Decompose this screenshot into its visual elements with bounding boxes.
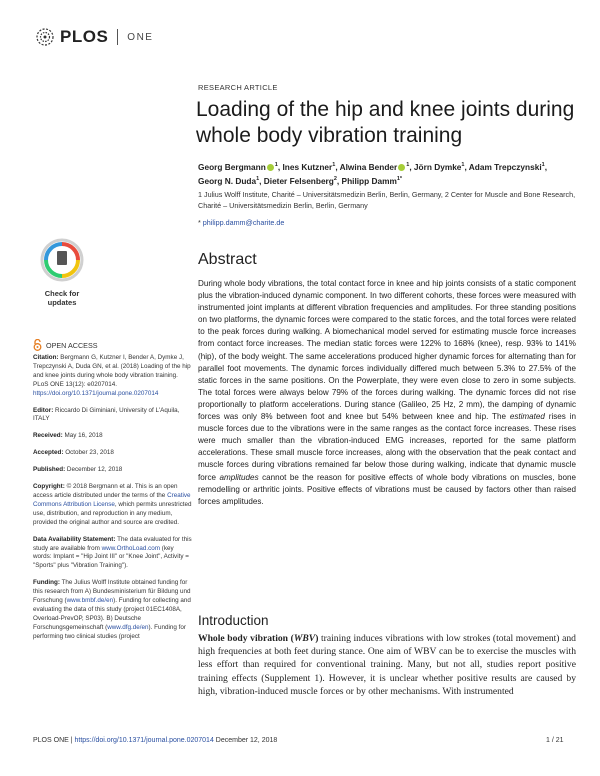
logo-text: PLOS	[60, 27, 109, 46]
introduction-heading: Introduction	[198, 613, 269, 628]
article-metadata-sidebar	[33, 354, 193, 650]
page-number: 1 / 21	[546, 737, 564, 744]
footer-doi-link[interactable]: https://doi.org/10.1371/journal.pone.0207014	[74, 737, 214, 744]
article-type: RESEARCH ARTICLE	[198, 83, 278, 92]
author-name[interactable]: Georg Bergmann	[198, 161, 266, 172]
corresponding-email[interactable]: * philipp.damm@charite.de	[198, 218, 285, 227]
check-for-updates-badge[interactable]	[32, 238, 92, 307]
check-updates-label: Check for updates	[44, 289, 80, 307]
author-name[interactable]: , Dieter Felsenberg	[259, 176, 334, 187]
journal-name: ONE	[127, 31, 154, 43]
open-access-badge: OPEN ACCESS	[33, 339, 98, 351]
author-name[interactable]: , Jörn Dymke	[409, 161, 462, 172]
open-lock-icon	[33, 339, 42, 351]
citation-doi-link[interactable]: https://doi.org/10.1371/journal.pone.0207014	[33, 389, 159, 397]
author-name[interactable]: , Adam Trepczynski	[464, 161, 542, 172]
author-name[interactable]: , Philipp Damm	[336, 176, 397, 187]
affiliations: 1 Julius Wolff Institute, Charité – Universitätsmedizin Berlin, Berlin, Germany, 2 Center for Muscle and Bone Research, Charité – Universitätsmedizin Berlin, Berlin, Germany	[198, 190, 576, 210]
bmbf-link[interactable]: www.bmbf.de/en	[66, 597, 114, 605]
citation-block: Citation: Bergmann G, Kutzner I, Bender A, Dymke J, Trepczynski A, Duda GN, et al. (2018) Loading of the hip and knee joints during whole body vibration training. PLoS ONE 13(12): e0207014. https://doi.org/10.1371/journal.pone.0207014	[33, 354, 191, 397]
author-list: Georg Bergmann $^1$, Ines Kutzner$^1$, Alwina Bender $^1$, Jörn Dymke$^1$, Adam Trepczynski$^1$, Georg N. Duda$^1$, Dieter Felsenberg$^2$, Philipp Damm$^{1*}$	[198, 161, 548, 187]
editor-block: Editor: Riccardo Di Giminiani, University of L'Aquila, ITALY	[33, 406, 180, 423]
orcid-icon[interactable]	[267, 164, 274, 171]
funding-block: Funding: The Julius Wolff Institute obtained funding for this research from A) Bundesministerium für Bildung und Forschung (www.bmbf.de/en). Funding for collecting and evaluating the data of this study (project 01EC1408A, Overload-PrevOP, SP03). B) Deutsche Forschungsgemeinschaft (www.dfg.de/en). Funding for performing two clinical studies (project	[33, 579, 191, 640]
copyright-block: Copyright: © 2018 Bergmann et al. This is an open access article distributed under the terms of the Creative Commons Attribution License, which permits unrestricted use, distribution, and reproduction in any medium, provided the original author and source are credited.	[33, 483, 192, 526]
author-name[interactable]: , Georg N. Duda	[198, 161, 548, 187]
author-name[interactable]: , Alwina Bender	[335, 161, 398, 172]
received-date: Received: May 16, 2018	[33, 432, 103, 440]
dfg-link[interactable]: www.dfg.de/en	[107, 623, 149, 631]
plos-one-logo	[34, 26, 153, 48]
published-date: Published: December 12, 2018	[33, 466, 123, 474]
check-updates-icon	[40, 238, 84, 282]
accepted-date: Accepted: October 23, 2018	[33, 449, 114, 457]
license-link[interactable]: Creative Commons Attribution License	[33, 491, 191, 508]
logo-separator	[117, 29, 118, 45]
plos-logo-icon	[34, 26, 56, 48]
author-name[interactable]: , Ines Kutzner	[277, 161, 333, 172]
data-availability-block: Data Availability Statement: The data evaluated for this study are available from www.OrthoLoad.com (key words: Implant = "Hip Joint III" or "Knee Joint", Activity = "Sports" plus "Vibration Training").	[33, 535, 192, 570]
page-footer: PLOS ONE | https://doi.org/10.1371/journal.pone.0207014 December 12, 2018	[33, 737, 278, 744]
abstract-text: During whole body vibrations, the total contact force in knee and hip joints consists of a static component plus the vibration-induced dynamic component. In two different cohorts, these forces were measured with instrumented joint implants at different vibration frequencies and amplitudes. For three standing positions on two platforms, the dynamic forces were compared to the static forces, and the total forces were related to the peak forces during walking. A biomechanical model served for estimating muscle force increases from contact force increases. The median static forces were 122% to 168% (knee), resp. 93% to 141% (hip), of the body weight. The same accelerations produced higher dynamic forces for alternating than for parallel foot movements. The dynamic forces individually differed much between 5.3% to 27.5% of the static forces in the same positions. On the Powerplate, they were even close to zero in some subjects. The total forces were always below 79% of the forces during walking. The dynamic forces did not rise proportionally to platform accelerations. During stance (Galileo, 25 Hz, 2 mm), the damping of dynamic forces was only 8% between foot and knee but 54% between knee and hip. The estimated rises in muscle forces due to the vibrations were in the same ranges as the contact force increases. These rises were much smaller than the vibration-induced EMG increases, reported for the same platform accelerations. These small muscle force increases, along with the observation that the peak contact and muscle forces during vibrations remained far below those during walking, indicate that dynamic muscle force amplitudes cannot be the reason for positive effects of whole body vibrations on muscles, bone remodelling or arthritic joints. Positive effects of vibrations must be caused by factors other than raised forces amplitudes.	[198, 279, 576, 506]
orthoload-link[interactable]: www.OrthoLoad.com	[101, 544, 161, 552]
orcid-icon[interactable]	[398, 164, 405, 171]
introduction-text: Whole body vibration (WBV) training induces vibrations with low strokes (total movement) and high frequencies at both feet during stance. One aim of WBV can be to exercise the muscles with less effort than required for conventional training. Many, but not all, studies report positive training effects (Supplement 1). However, it is unclear whether positive results are caused by high, vibration-induced muscle forces or by other mechanisms. With instrumented	[198, 633, 576, 697]
article-title: Loading of the hip and knee joints during whole body vibration training	[196, 98, 575, 147]
abstract-heading: Abstract	[198, 251, 257, 268]
